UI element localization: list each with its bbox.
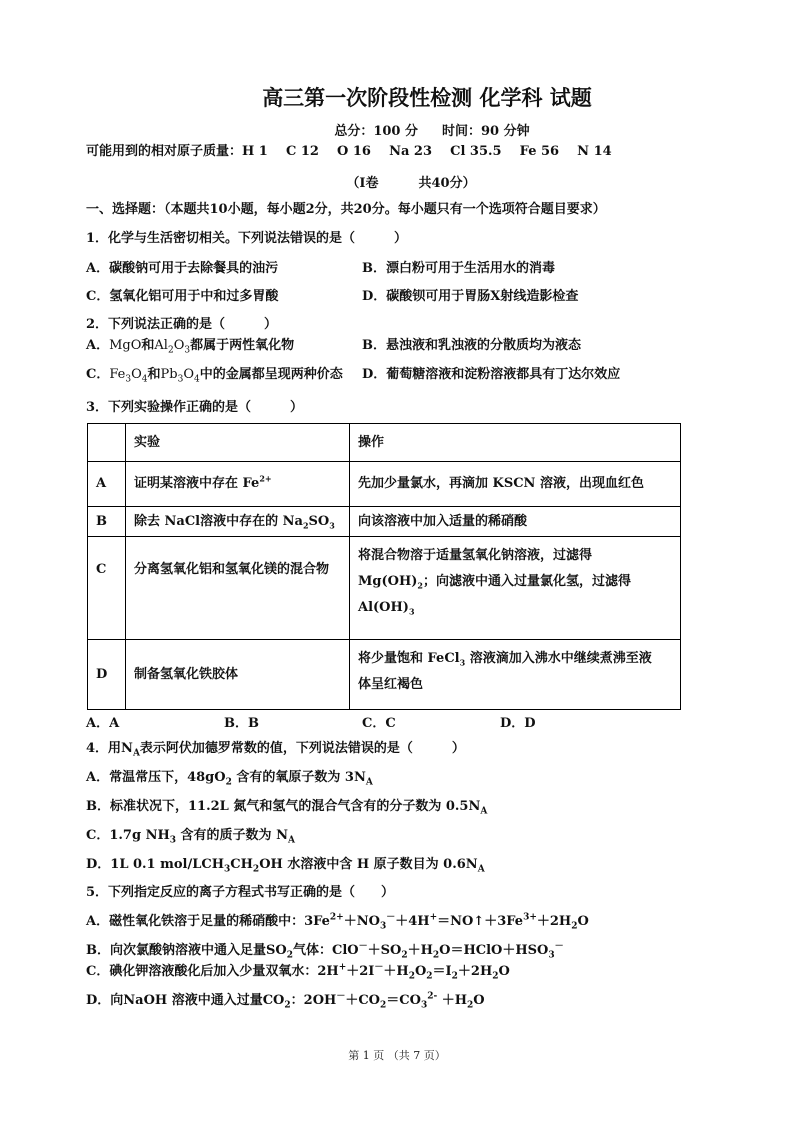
q1-option-b: B．漂白粉可用于生活用水的消毒 [362, 261, 555, 276]
row-operation [350, 537, 681, 640]
row-label: B [88, 507, 126, 537]
q2-a-f2s1: 2 [167, 345, 174, 356]
q5-option-d [86, 993, 485, 1009]
q5-d-sub: 3 [420, 1000, 428, 1011]
q2-option-b: B．悬浊液和乳浊液的分散质均为液态 [362, 338, 581, 353]
q4-option-b [86, 799, 487, 815]
q4-a-text: A．常温常压下，48gO [86, 770, 226, 785]
volume-heading [0, 172, 794, 191]
q2-c-formula1 [109, 367, 148, 385]
q4-c-sub: A [287, 835, 295, 846]
q2-c-f2b: O [183, 367, 195, 382]
volume-label: （I卷 [346, 176, 379, 191]
q3-option-d: D．D [500, 716, 536, 731]
q4-a-sub: A [365, 777, 373, 788]
row-operation: 先加少量氯水，再滴加 KSCN 溶液，出现血红色 [350, 462, 681, 507]
q2-c-f2s1: 3 [177, 374, 184, 385]
exp-sup: 2+ [259, 473, 272, 484]
q4-c-sub: 3 [169, 835, 177, 846]
q5-a-sup: － [386, 912, 396, 923]
q5-d-text: O [473, 993, 485, 1008]
q2-c-formula2 [160, 367, 200, 385]
q5-d-text: ＋CO [345, 993, 380, 1008]
q4-d-sub: 3 [224, 864, 231, 875]
table-row [88, 640, 681, 710]
q1-stem: 1．化学与生活密切相关。下列说法错误的是（ ） [86, 231, 408, 246]
row-experiment [126, 507, 350, 537]
q2-c-f1s1: 3 [125, 374, 132, 385]
q5-a-text: ＋4H [395, 914, 430, 929]
q4-stem [86, 741, 465, 757]
q4-d-sub: A [477, 864, 485, 875]
q5-d-sub: 2 [467, 1000, 474, 1011]
q5-c-text: O [414, 964, 427, 979]
q2-c-and: 和 [147, 367, 161, 382]
q5-a-sub: 3 [379, 921, 387, 932]
row-label: D [88, 640, 126, 710]
q3-option-a: A．A [86, 716, 120, 731]
op-text: Al(OH) [358, 600, 409, 615]
q1-option-d: D．碳酸钡可用于胃肠X射线造影检查 [362, 289, 579, 304]
q4-d-text: D．1L 0.1 mol/LCH [86, 857, 225, 872]
q2-option-d: D．葡萄糖溶液和淀粉溶液都具有丁达尔效应 [362, 367, 621, 382]
table-corner [88, 424, 126, 462]
q2-c-f1b: O [131, 367, 142, 382]
q5-c-text: C．碘化钾溶液酸化后加入少量双氧水：2H [86, 964, 339, 979]
op-line [358, 569, 672, 595]
q2-c-f1a: Fe [109, 367, 126, 382]
op-text: 溶液滴加入沸水中继续煮沸至液 [465, 651, 652, 666]
q5-d-sup: 2- [427, 991, 438, 1002]
q4-b-text: B．标准状况下，11.2L 氮气和氢气的混合气含有的分子数为 0.5N [86, 799, 481, 814]
table-row [88, 507, 681, 537]
q5-b-text: ＋H [407, 943, 433, 958]
total-score: 总分：100 分 [334, 124, 419, 139]
q5-b-text: ＋SO [367, 943, 402, 958]
q2-a-formula1: MgO [109, 338, 142, 353]
row-operation [350, 640, 681, 710]
q4-d-text: OH 水溶液中含 H 原子数目为 0.6N [259, 857, 478, 872]
q2-c-f1s2: 4 [141, 374, 148, 385]
op-text: Mg(OH) [358, 574, 418, 589]
q3-option-b: B．B [224, 716, 259, 731]
q5-d-sub: 2 [380, 1000, 387, 1011]
row-experiment [126, 462, 350, 507]
op-line [358, 595, 672, 621]
q5-a-text: ＋NO [343, 914, 380, 929]
q4-stem-a: 4．用N [86, 741, 133, 756]
q4-option-a [86, 770, 373, 786]
q2-a-f2s2: 3 [184, 345, 191, 356]
op-text: 将少量饱和 FeCl [358, 651, 460, 666]
q2-c-prefix: C． [86, 367, 110, 382]
exp-text: 除去 NaCl溶液中存在的 Na [134, 513, 303, 529]
q2-a-prefix: A． [86, 338, 110, 353]
q1-option-a: A．碳酸钠可用于去除餐具的油污 [86, 261, 279, 276]
q2-c-f2s2: 4 [194, 374, 200, 385]
q2-option-a [86, 338, 294, 354]
exp-text: 证明某溶液中存在 Fe [134, 476, 260, 491]
atomic-masses: 可能用到的相对原子质量：H 1 C 12 O 16 Na 23 Cl 35.5 Fe 56 N 14 [86, 144, 612, 159]
q2-a-f2b: O [173, 338, 185, 353]
q3-table [87, 423, 681, 710]
q5-c-text: O [498, 964, 510, 979]
op-sub: 2 [417, 580, 423, 591]
q5-stem: 5．下列指定反应的离子方程式书写正确的是（ ） [86, 885, 395, 900]
q5-d-text: ＝CO [386, 993, 421, 1008]
volume-score: 共40分） [418, 176, 476, 191]
exp-sub: 2 [302, 520, 309, 531]
q5-option-b [86, 943, 564, 959]
q4-d-text: CH [230, 857, 253, 872]
q5-b-sup: － [358, 941, 368, 952]
q5-a-text: A．磁性氧化铁溶于足量的稀硝酸中：3Fe [86, 914, 330, 929]
row-label: C [88, 537, 126, 640]
op-line [358, 646, 672, 672]
q4-c-text: C．1.7g NH [86, 828, 170, 843]
col-operation: 操作 [350, 424, 681, 462]
q2-option-c [86, 367, 343, 383]
q5-a-text: ＝NO↑＋3Fe [437, 914, 524, 929]
row-label: A [88, 462, 126, 507]
q5-d-sup: － [336, 991, 346, 1002]
q4-c-text: 含有的质子数为 N [176, 828, 288, 843]
page-footer: 第 1 页 （共 7 页） [348, 1049, 446, 1062]
q4-a-sub: 2 [225, 777, 232, 788]
q5-b-sub: 2 [401, 950, 408, 961]
q2-a-tail: 都属于两性氧化物 [190, 338, 295, 353]
q5-option-a [86, 914, 589, 930]
q4-option-d [86, 857, 485, 873]
q5-b-sub: 2 [286, 950, 293, 961]
op-line: 将混合物溶于适量氢氧化钠溶液，过滤得 [358, 548, 593, 563]
q3-option-c: C．C [362, 716, 396, 731]
q4-stem-sub: A [132, 748, 140, 759]
q3-stem: 3．下列实验操作正确的是（ ） [86, 400, 304, 415]
q5-a-sup: 2+ [329, 912, 344, 923]
q5-c-sub: 2 [451, 971, 458, 982]
q4-b-sub: A [480, 806, 488, 817]
q5-c-sub: 2 [426, 971, 433, 982]
q5-c-text: ＋H [383, 964, 409, 979]
q5-a-text: ＋2H [536, 914, 572, 929]
exp-text: SO [308, 513, 330, 529]
q4-stem-b: 表示阿伏加德罗常数的值，下列说法错误的是（ ） [139, 741, 465, 756]
op-sub: 3 [459, 657, 466, 668]
q5-b-text: 气体：ClO [292, 943, 359, 958]
q5-c-sup: － [374, 962, 384, 973]
q5-option-c [86, 964, 510, 980]
col-experiment: 实验 [126, 424, 350, 462]
q5-a-sup: 3+ [523, 912, 537, 923]
q5-c-text: ＋2I [346, 964, 375, 979]
q5-c-sup: + [338, 962, 347, 973]
exam-title: 高三第一次阶段性检测 化学科 试题 [262, 85, 592, 110]
q2-a-and: 和 [141, 338, 155, 353]
q5-c-text: ＝I [432, 964, 452, 979]
q5-d-sub: 2 [284, 1000, 291, 1011]
q5-d-text: ：2OH [290, 993, 337, 1008]
row-experiment: 分离氢氧化铝和氢氧化镁的混合物 [126, 537, 350, 640]
row-experiment: 制备氢氧化铁胶体 [126, 640, 350, 710]
op-text: ；向滤液中通入过量氯化氢，过滤得 [422, 574, 631, 589]
q5-d-text: ＋H [437, 993, 468, 1008]
q5-c-sub: 2 [408, 971, 415, 982]
q2-a-formula2 [154, 338, 191, 356]
q1-option-c: C．氢氧化铝可用于中和过多胃酸 [86, 289, 279, 304]
section1-heading: 一、选择题：（本题共10小题，每小题2分，共20分。每小题只有一个选项符合题目要求） [86, 202, 606, 217]
q5-b-text: B．向次氯酸钠溶液中通入足量SO [86, 943, 287, 958]
q5-d-text: D．向NaOH 溶液中通入过量CO [86, 993, 285, 1008]
q2-a-f2a: Al [154, 338, 168, 353]
q5-a-sub: 2 [571, 921, 578, 932]
q2-c-tail: 中的金属都呈现两种价态 [199, 367, 343, 382]
row-operation: 向该溶液中加入适量的稀硝酸 [350, 507, 681, 537]
q5-a-sup: + [429, 912, 438, 923]
q5-b-sub: 2 [432, 950, 440, 961]
q5-a-text: O [577, 914, 589, 929]
q2-c-f2a: Pb [160, 367, 178, 382]
q5-c-sub: 2 [492, 971, 499, 982]
op-sub: 3 [408, 606, 415, 617]
exam-time: 时间：90 分钟 [442, 124, 530, 139]
q4-option-c [86, 828, 295, 844]
table-row [88, 462, 681, 507]
q5-b-sub: 3 [548, 950, 555, 961]
exam-meta [0, 120, 794, 139]
q4-a-text: 含有的氧原子数为 3N [231, 770, 366, 785]
q5-c-text: ＋2H [457, 964, 493, 979]
q2-stem: 2．下列说法正确的是（ ） [86, 317, 278, 332]
q5-b-text: O＝HClO＋HSO [439, 943, 549, 958]
exp-sub: 3 [329, 520, 335, 531]
op-line: 体呈红褐色 [358, 677, 424, 692]
table-header-row [88, 424, 681, 462]
table-row [88, 537, 681, 640]
q4-d-sub: 2 [252, 864, 260, 875]
q5-b-sup: － [554, 941, 564, 952]
